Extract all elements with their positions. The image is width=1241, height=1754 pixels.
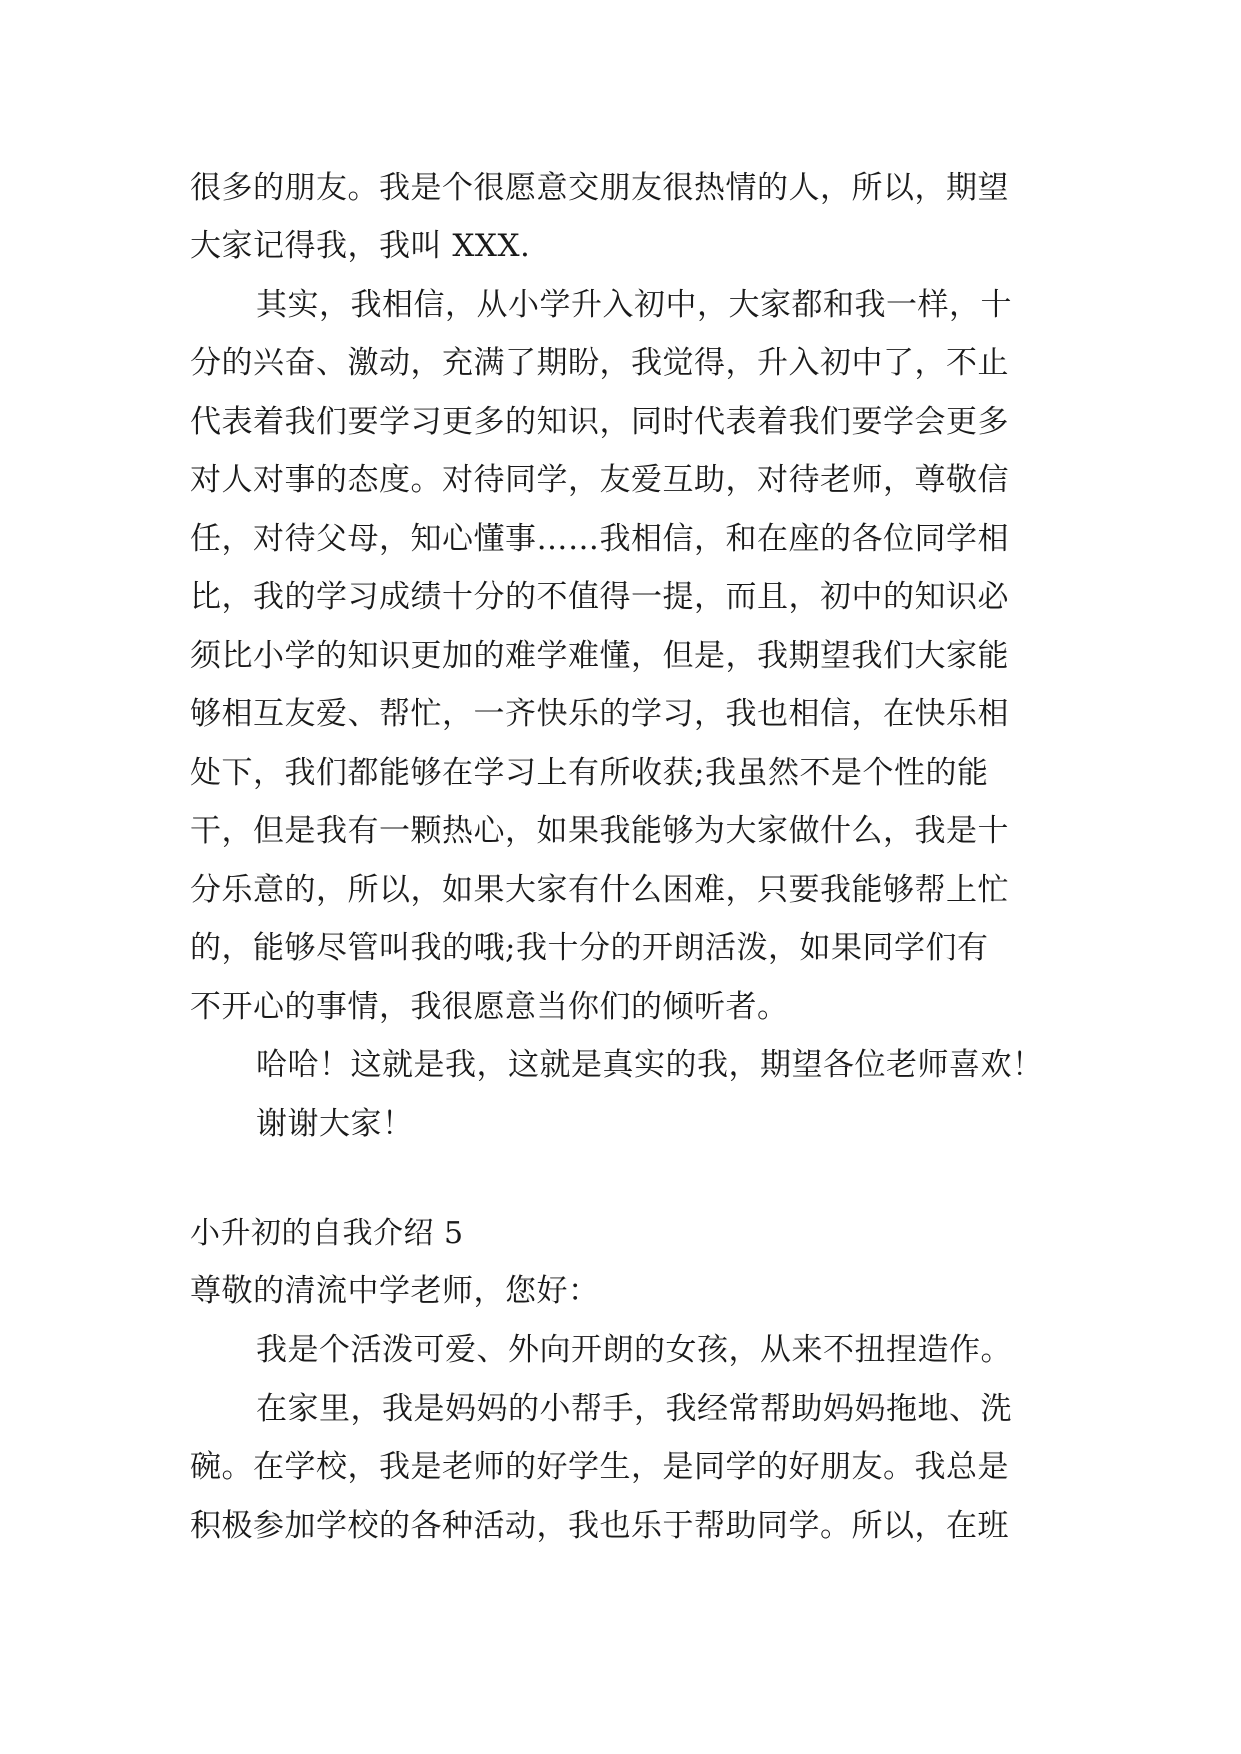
- closing-line: 哈哈！这就是我，这就是真实的我，期望各位老师喜欢！: [256, 1047, 1044, 1083]
- text-line: 在家里，我是妈妈的小帮手，我经常帮助妈妈拖地、洗: [256, 1391, 1012, 1427]
- section-title: 小升初的自我介绍 5: [190, 1216, 464, 1251]
- text-line: 对人对事的态度。对待同学，友爱互助，对待老师，尊敬信: [190, 462, 1009, 498]
- text-line: 很多的朋友。我是个很愿意交朋友很热情的人，所以，期望: [190, 170, 1009, 206]
- thanks-line: 谢谢大家！: [256, 1106, 414, 1142]
- text-line: 大家记得我，我叫 XXX.: [190, 228, 531, 264]
- intro-line: 我是个活泼可爱、外向开朗的女孩，从来不扭捏造作。: [256, 1332, 1012, 1368]
- text-line: 积极参加学校的各种活动，我也乐于帮助同学。所以，在班: [190, 1508, 1009, 1544]
- text-line: 代表着我们要学习更多的知识，同时代表着我们要学会更多: [190, 404, 1009, 440]
- text-line: 须比小学的知识更加的难学难懂，但是，我期望我们大家能: [190, 638, 1009, 674]
- text-line: 碗。在学校，我是老师的好学生，是同学的好朋友。我总是: [190, 1449, 1009, 1485]
- salutation: 尊敬的清流中学老师，您好：: [190, 1273, 600, 1309]
- text-line: 任，对待父母，知心懂事……我相信，和在座的各位同学相: [190, 521, 1009, 557]
- text-line: 处下，我们都能够在学习上有所收获;我虽然不是个性的能: [190, 755, 989, 791]
- text-line: 其实，我相信，从小学升入初中，大家都和我一样，十: [256, 287, 1012, 323]
- text-line: 不开心的事情，我很愿意当你们的倾听者。: [190, 989, 789, 1025]
- text-line: 够相互友爱、帮忙，一齐快乐的学习，我也相信，在快乐相: [190, 696, 1009, 732]
- text-line: 的，能够尽管叫我的哦;我十分的开朗活泼，如果同学们有: [190, 930, 989, 966]
- text-line: 分的兴奋、激动，充满了期盼，我觉得，升入初中了，不止: [190, 345, 1009, 381]
- text-line: 干，但是我有一颗热心，如果我能够为大家做什么，我是十: [190, 813, 1009, 849]
- text-line: 分乐意的，所以，如果大家有什么困难，只要我能够帮上忙: [190, 872, 1009, 908]
- text-line: 比，我的学习成绩十分的不值得一提，而且，初中的知识必: [190, 579, 1009, 615]
